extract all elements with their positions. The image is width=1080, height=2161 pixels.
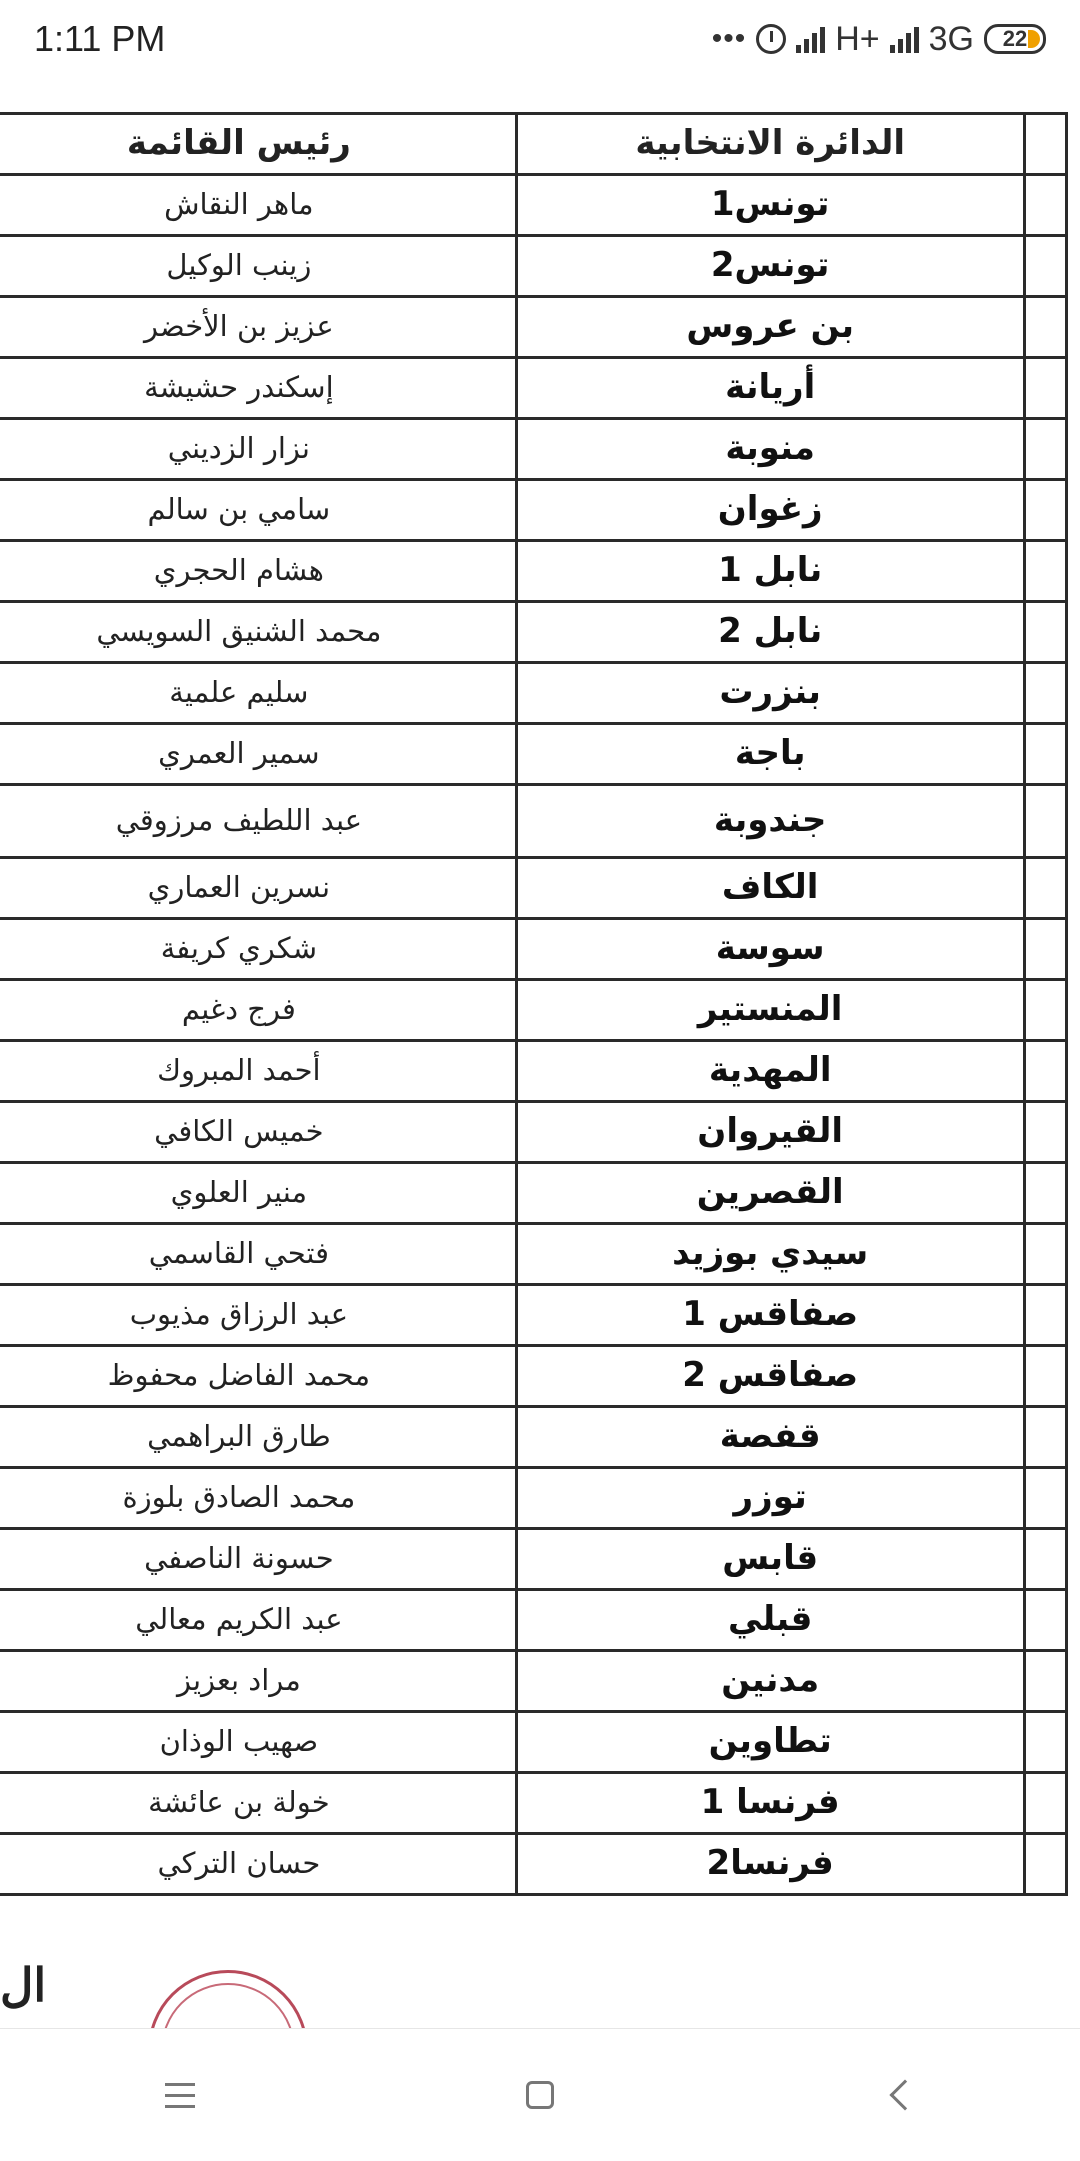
district-cell: سوسة: [516, 919, 1024, 980]
table-row: [0, 297, 1067, 358]
list-head-cell: إسكندر حشيشة: [0, 358, 516, 419]
edge-cell: [1024, 358, 1066, 419]
district-cell: تونس2: [516, 236, 1024, 297]
status-time: 1:11 PM: [34, 18, 166, 59]
list-head-cell: ماهر النقاش: [0, 175, 516, 236]
edge-cell: [1024, 1285, 1066, 1346]
candidates-table: [0, 112, 1068, 1896]
list-head-cell: عبد اللطيف مرزوقي: [0, 785, 516, 858]
table-row: [0, 1041, 1067, 1102]
menu-button[interactable]: [140, 2055, 220, 2135]
edge-cell: [1024, 541, 1066, 602]
list-head-cell: سامي بن سالم: [0, 480, 516, 541]
edge-cell: [1024, 114, 1066, 175]
list-head-cell: خولة بن عائشة: [0, 1773, 516, 1834]
table-row: [0, 1407, 1067, 1468]
edge-cell: [1024, 1468, 1066, 1529]
list-head-cell: زينب الوكيل: [0, 236, 516, 297]
district-cell: صفاقس 2: [516, 1346, 1024, 1407]
edge-cell: [1024, 1712, 1066, 1773]
list-head-cell: محمد الصادق بلوزة: [0, 1468, 516, 1529]
table-row: [0, 1834, 1067, 1895]
table-row: [0, 785, 1067, 858]
district-cell: بنزرت: [516, 663, 1024, 724]
district-cell: جندوبة: [516, 785, 1024, 858]
list-head-cell: محمد الشنيق السويسي: [0, 602, 516, 663]
edge-cell: [1024, 1224, 1066, 1285]
battery-icon: [984, 24, 1046, 54]
table-row: [0, 480, 1067, 541]
table-row: [0, 724, 1067, 785]
list-head-cell: نسرين العماري: [0, 858, 516, 919]
table-row: [0, 1773, 1067, 1834]
table-row: [0, 1651, 1067, 1712]
battery-level: 22: [1002, 26, 1028, 51]
list-head-cell: عزيز بن الأخضر: [0, 297, 516, 358]
district-cell: بن عروس: [516, 297, 1024, 358]
table-row: [0, 541, 1067, 602]
list-head-cell: عبد الكريم معالي: [0, 1590, 516, 1651]
edge-cell: [1024, 1773, 1066, 1834]
edge-cell: [1024, 236, 1066, 297]
district-cell: سيدي بوزيد: [516, 1224, 1024, 1285]
district-cell: توزر: [516, 1468, 1024, 1529]
edge-cell: [1024, 1102, 1066, 1163]
table-row: [0, 175, 1067, 236]
table-row: [0, 1346, 1067, 1407]
list-head-cell: صهيب الوذان: [0, 1712, 516, 1773]
edge-cell: [1024, 724, 1066, 785]
district-cell: الكاف: [516, 858, 1024, 919]
district-column-header: الدائرة الانتخابية: [516, 114, 1024, 175]
edge-cell: [1024, 1651, 1066, 1712]
table-row: [0, 358, 1067, 419]
network-type-label-2: 3G: [928, 19, 974, 58]
table-row: [0, 1468, 1067, 1529]
table-row: [0, 1529, 1067, 1590]
edge-cell: [1024, 297, 1066, 358]
district-cell: المنستير: [516, 980, 1024, 1041]
edge-cell: [1024, 919, 1066, 980]
list-head-cell: عبد الرزاق مذيوب: [0, 1285, 516, 1346]
district-cell: نابل 2: [516, 602, 1024, 663]
list-head-cell: خميس الكافي: [0, 1102, 516, 1163]
edge-cell: [1024, 1041, 1066, 1102]
signature-text: ال: [0, 1958, 47, 2012]
district-cell: فرنسا2: [516, 1834, 1024, 1895]
list-head-cell: سمير العمري: [0, 724, 516, 785]
district-cell: فرنسا 1: [516, 1773, 1024, 1834]
table-header-row: [0, 114, 1067, 175]
district-cell: منوبة: [516, 419, 1024, 480]
menu-icon: [165, 2083, 195, 2108]
list-head-cell: فرج دغيم: [0, 980, 516, 1041]
status-icons: [712, 20, 1046, 59]
district-cell: صفاقس 1: [516, 1285, 1024, 1346]
table-row: [0, 419, 1067, 480]
district-cell: المهدية: [516, 1041, 1024, 1102]
signal-strength-icon: [796, 25, 825, 53]
district-cell: قابس: [516, 1529, 1024, 1590]
list-head-cell: طارق البراهمي: [0, 1407, 516, 1468]
list-head-cell: مراد بعزيز: [0, 1651, 516, 1712]
more-notifications-icon: •••: [711, 22, 747, 55]
signal-strength-icon-2: [890, 25, 919, 53]
district-cell: القصرين: [516, 1163, 1024, 1224]
list-head-cell: شكري كريفة: [0, 919, 516, 980]
edge-cell: [1024, 1834, 1066, 1895]
district-cell: قفصة: [516, 1407, 1024, 1468]
list-head-cell: هشام الحجري: [0, 541, 516, 602]
home-icon: [526, 2081, 554, 2109]
district-cell: أريانة: [516, 358, 1024, 419]
table-row: [0, 919, 1067, 980]
table-row: [0, 663, 1067, 724]
edge-cell: [1024, 1346, 1066, 1407]
home-button[interactable]: [500, 2055, 580, 2135]
edge-cell: [1024, 175, 1066, 236]
table-body: [0, 175, 1067, 1895]
list-head-cell: حسان التركي: [0, 1834, 516, 1895]
edge-cell: [1024, 419, 1066, 480]
list-head-cell: نزار الزديني: [0, 419, 516, 480]
edge-cell: [1024, 1163, 1066, 1224]
battery-fill: [1028, 30, 1040, 48]
head-column-header: رئيس القائمة: [0, 114, 516, 175]
edge-cell: [1024, 980, 1066, 1041]
navigation-bar: [0, 2028, 1080, 2161]
table-row: [0, 1712, 1067, 1773]
alarm-icon: [756, 24, 786, 54]
district-cell: مدنين: [516, 1651, 1024, 1712]
edge-cell: [1024, 1407, 1066, 1468]
table-row: [0, 1163, 1067, 1224]
stamp-seal: [148, 1970, 308, 2028]
district-cell: تطاوين: [516, 1712, 1024, 1773]
signature-area: [0, 1950, 1080, 2028]
table-row: [0, 1590, 1067, 1651]
table-row: [0, 1102, 1067, 1163]
list-head-cell: منير العلوي: [0, 1163, 516, 1224]
table-row: [0, 1285, 1067, 1346]
district-cell: قبلي: [516, 1590, 1024, 1651]
table-row: [0, 236, 1067, 297]
list-head-cell: محمد الفاضل محفوظ: [0, 1346, 516, 1407]
network-type-label: H+: [835, 19, 880, 58]
edge-cell: [1024, 602, 1066, 663]
list-head-cell: فتحي القاسمي: [0, 1224, 516, 1285]
edge-cell: [1024, 663, 1066, 724]
edge-cell: [1024, 858, 1066, 919]
back-icon: [889, 2079, 920, 2110]
edge-cell: [1024, 480, 1066, 541]
table-row: [0, 980, 1067, 1041]
district-cell: نابل 1: [516, 541, 1024, 602]
list-head-cell: حسونة الناصفي: [0, 1529, 516, 1590]
edge-cell: [1024, 1529, 1066, 1590]
list-head-cell: أحمد المبروك: [0, 1041, 516, 1102]
status-bar: [0, 0, 1080, 78]
district-cell: تونس1: [516, 175, 1024, 236]
table-row: [0, 602, 1067, 663]
document-image[interactable]: [0, 78, 1080, 2028]
list-head-cell: سليم علمية: [0, 663, 516, 724]
back-button[interactable]: [860, 2055, 940, 2135]
district-cell: القيروان: [516, 1102, 1024, 1163]
table-row: [0, 1224, 1067, 1285]
edge-cell: [1024, 1590, 1066, 1651]
edge-cell: [1024, 785, 1066, 858]
district-cell: باجة: [516, 724, 1024, 785]
district-cell: زغوان: [516, 480, 1024, 541]
table-row: [0, 858, 1067, 919]
